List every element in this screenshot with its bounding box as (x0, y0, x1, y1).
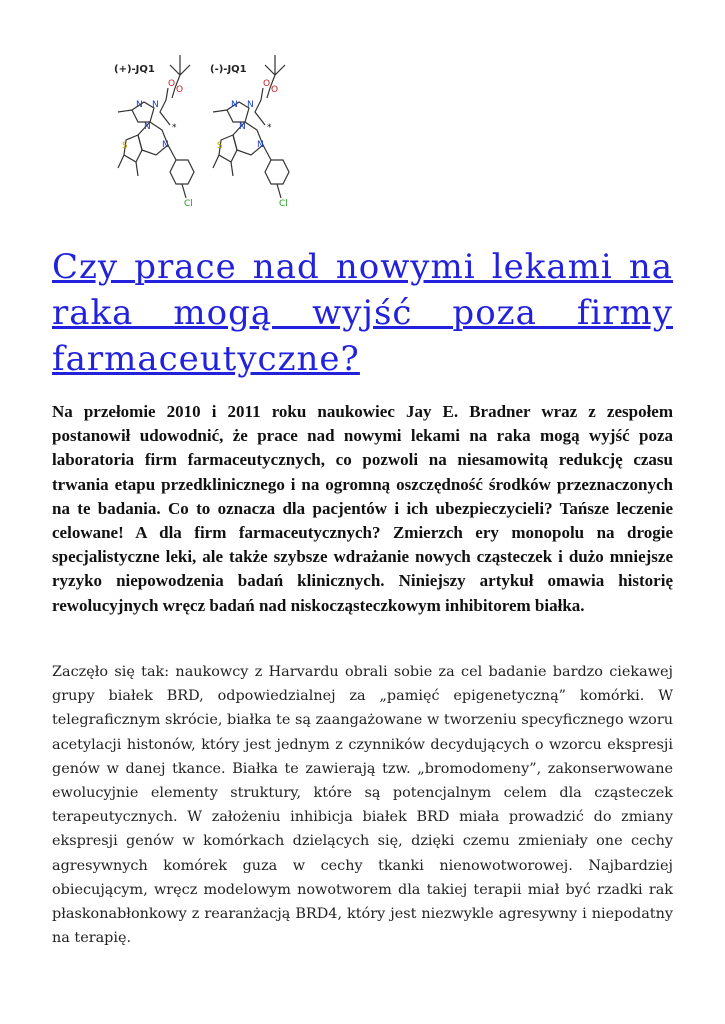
svg-text:O: O (263, 79, 271, 89)
svg-text:N: N (247, 100, 254, 110)
minus-jq1-molecule (213, 55, 289, 198)
svg-text:N: N (152, 100, 159, 110)
svg-text:O: O (176, 85, 184, 95)
svg-text:*: * (267, 123, 272, 133)
label-plus-jq1: (+)-JQ1 (114, 64, 155, 75)
svg-text:N: N (162, 140, 169, 150)
svg-text:Cl: Cl (184, 199, 193, 209)
svg-text:Cl: Cl (279, 199, 288, 209)
plus-jq1-molecule (118, 55, 194, 198)
jq1-enantiomers-structure-figure (100, 50, 330, 215)
article-lead-paragraph: Na przełomie 2010 i 2011 roku naukowiec Jay E. Bradner wraz z zespołem postanowił udowodnić, że prace nad nowymi lekami na raka mogą wyjść poza laboratoria firm farmaceutycznych, co pozwoli na niesamowitą redukcję czasu trwania etapu przedklinicznego i na ogromną oszczędność środków przeznaczonych na te badania. Co to oznacza dla pacjentów i ich ubezpieczycieli? Tańsze leczenie celowane! A dla firm farmaceutycznych? Zmierzch ery monopolu na drogie specjalistyczne leki, ale także szybsze wdrażanie nowych cząsteczek i dużo mniejsze ryzyko niepowodzenia badań klinicznych. Niniejszy artykuł omawia historię rewolucyjnych wręcz badań nad niskocząsteczkowym inhibitorem białka. (52, 402, 673, 615)
svg-text:*: * (172, 123, 177, 133)
article-title (52, 244, 673, 382)
svg-text:S: S (122, 141, 128, 151)
svg-text:N: N (231, 100, 238, 110)
svg-text:N: N (239, 122, 246, 132)
plus-jq1-atoms (122, 79, 193, 209)
svg-text:S: S (217, 141, 223, 151)
svg-text:N: N (144, 122, 151, 132)
svg-text:N: N (257, 140, 264, 150)
article-title-link[interactable]: Czy prace nad nowymi lekami na raka mogą wyjść poza firmy farmaceutyczne? (52, 247, 673, 379)
svg-text:N: N (136, 100, 143, 110)
svg-text:O: O (271, 85, 279, 95)
article-body-paragraph: Zaczęło się tak: naukowcy z Harvardu obrali sobie za cel badanie bardzo ciekawej grupy białek BRD, odpowiedzialnej za „pamięć epigenetyczną” komórki. W telegraficznym skrócie, białka te są zaangażowane w tworzeniu specyficznego wzoru acetylacji histonów, który jest jednym z czynników decydujących o wzorcu ekspresji genów w danej tkance. Białka te zawierają tzw. „bromodomeny”, zakonserwowane ewolucyjnie elementy struktury, które są potencjalnym celem dla cząsteczek terapeutycznych. W założeniu inhibicja białek BRD miała prowadzić do zmiany ekspresji genów w komórkach dzielących się, dzięki czemu zmieniały one cechy agresywnych komórek guza w cechy tkanki nienowotworowej. Najbardziej obiecującym, wręcz modelowym nowotworem dla takiej terapii miał być rzadki rak płaskonabłonkowy z rearanżacją BRD4, który jest niezwykle agresywny i niepodatny na terapię. (52, 664, 673, 947)
minus-jq1-atoms (217, 79, 288, 209)
label-minus-jq1: (-)-JQ1 (210, 64, 247, 75)
svg-text:O: O (168, 79, 176, 89)
